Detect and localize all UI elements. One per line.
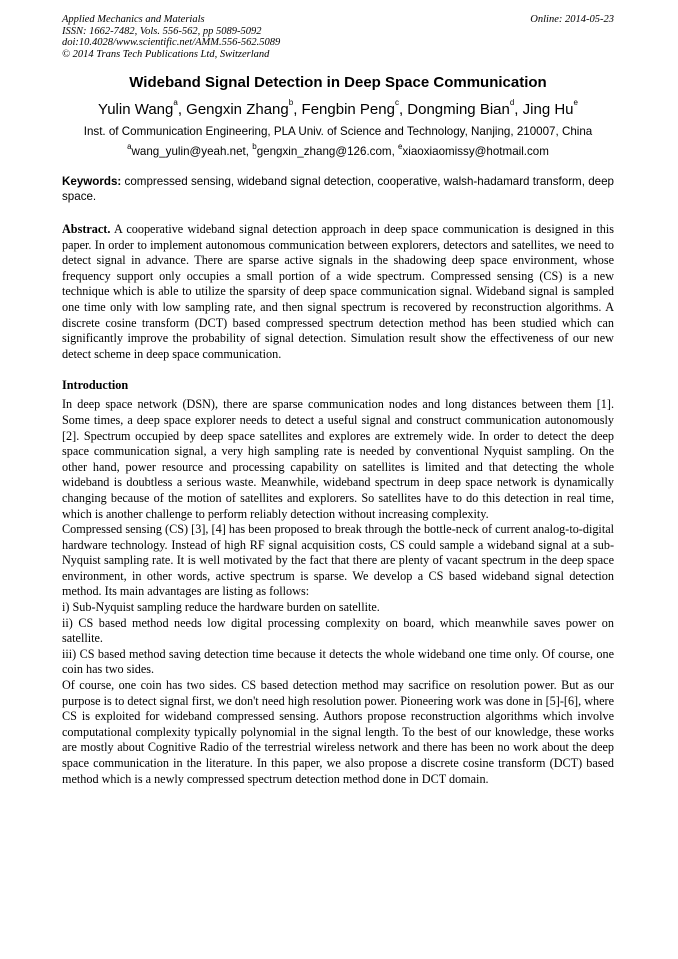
list-item: ii) CS based method needs low digital processing complexity on board, which meanwhile saves power on satellite.	[62, 615, 614, 646]
author-name: Gengxin Zhang	[186, 101, 289, 118]
author-name: Dongming Bian	[407, 101, 510, 118]
author-list	[62, 98, 614, 118]
introduction-body	[62, 397, 614, 787]
author-mark: b	[288, 98, 294, 107]
author-name: Fengbin Peng	[301, 101, 395, 118]
email-list	[62, 142, 614, 158]
email-mark: b	[252, 142, 257, 151]
abstract	[62, 222, 614, 362]
paper-title: Wideband Signal Detection in Deep Space Communication	[129, 74, 547, 91]
keywords-label: Keywords:	[62, 175, 122, 188]
paragraph: Compressed sensing (CS) [3], [4] has been proposed to break through the bottle-neck of current analog-to-digital hardware technology. Instead of high RF signal acquisition costs, CS could sample a wideband signal at a sub-Nyquist sampling rate. It is well motivated by the fact that there are plenty of vacant spectrum in the deep space environment, in other words, active spectrum is sparse. We develop a CS based wideband signal detection method. Its main advantages are listing as follows:	[62, 522, 614, 599]
email-address[interactable]: wang_yulin@yeah.net	[131, 145, 246, 158]
journal-header	[62, 14, 614, 60]
list-item: iii) CS based method saving detection time because it detects the whole wideband one time only. Of course, one coin has two sides.	[62, 646, 614, 677]
email[interactable]: $^a$wang_yulin@yeah.net,	[127, 142, 253, 158]
keywords	[62, 174, 614, 204]
list-item: i) Sub-Nyquist sampling reduce the hardware burden on satellite.	[62, 600, 380, 615]
paper-page	[62, 14, 614, 787]
doi-line[interactable]: doi:10.4028/www.scientific.net/AMM.556-562.5089	[62, 37, 281, 48]
journal-name: Applied Mechanics and Materials	[62, 14, 205, 25]
author-mark: a	[173, 98, 178, 107]
email-address[interactable]: xiaoxiaomissy@hotmail.com	[402, 145, 549, 158]
section-heading-introduction: Introduction	[62, 378, 129, 393]
online-date: Online: 2014-05-23	[530, 14, 614, 25]
author: Yulin Wang$^a$,	[98, 98, 187, 118]
author-name: Yulin Wang	[98, 101, 174, 118]
author: Fengbin Peng$^c$,	[301, 98, 408, 118]
keywords-text: compressed sensing, wideband signal detection, cooperative, walsh-hadamard transform, deep space.	[62, 175, 614, 203]
email[interactable]	[398, 142, 549, 158]
paragraph: In deep space network (DSN), there are sparse communication nodes and long distances between them [1]. Some times, a deep space explorer needs to detect a useful signal and construct communication autonomously [2]. Spectrum occupied by deep space satellites and explores are extremely wide. In order to detect the deep space communication signal, a very high sampling rate is needed by conventional Nyquist sampling. On the other hand, power resource and processing capability on satellites is limited and that detecting the whole wideband is doubtless a serious waste. Meanwhile, wideband spectrum in deep space network is dynamically changing because of the motion of satellites and explorers. So satellites have to do this detection in real time, which is another challenge to perform reliably detection without increasing complexity.	[62, 397, 614, 521]
email-mark: e	[398, 142, 403, 151]
author-name: Jing Hu	[522, 101, 574, 118]
author-mark: e	[573, 98, 578, 107]
author: Dongming Bian$^d$,	[407, 98, 523, 118]
copyright-line: © 2014 Trans Tech Publications Ltd, Switzerland	[62, 48, 270, 60]
email-address[interactable]: gengxin_zhang@126.com	[256, 145, 392, 158]
author-mark: c	[394, 98, 399, 107]
paragraph: Of course, one coin has two sides. CS based detection method may sacrifice on resolution power. But as our purpose is to detect signal first, we don't need high resolution power. Pioneering work was done in [5]-[6], where CS is exploited for wideband compressed sensing. Authors propose reconstruction algorithms which involve computational complexity typically polynomial in the signal length. To the best of our knowledge, these works are mostly about Cognitive Radio of the terrestrial wireless network and there has been no work about the deep space communication in the literature. In this paper, we also propose a discrete cosine transform (DCT) based method which is a newly compressed spectrum detection method done in DCT domain.	[62, 678, 614, 786]
email[interactable]: $^b$gengxin_zhang@126.com,	[252, 142, 399, 158]
affiliation: Inst. of Communication Engineering, PLA Univ. of Science and Technology, Nanjing, 210007, China	[83, 125, 593, 138]
author: Gengxin Zhang$^b$,	[186, 98, 302, 118]
abstract-text: A cooperative wideband signal detection approach in deep space communication is designed in this paper. In order to implement autonomous communication between explorers, detectors and satellites, we need to detect signal in advance. There are sparse active signals in the shadowing deep space environment, whose frequency support only occupies a small portion of a wide spectrum. Compressed sensing (CS) is a new technique which is able to utilize the sparsity of deep space communication signal. Wideband signal is sampled one time only with low sampling rate, and then signal spectrum is recovered by reconstruction algorithms. A discrete cosine transform (DCT) based compressed spectrum detection method has been studied which can significantly improve the probability of signal detection. Simulation result show the effectiveness of our new detect scheme in deep space communication.	[62, 222, 614, 361]
abstract-label: Abstract.	[62, 222, 111, 236]
author	[522, 98, 578, 118]
email-mark: a	[127, 142, 132, 151]
issn-line: ISSN: 1662-7482, Vols. 556-562, pp 5089-5092	[62, 25, 262, 37]
author-mark: d	[509, 98, 515, 107]
